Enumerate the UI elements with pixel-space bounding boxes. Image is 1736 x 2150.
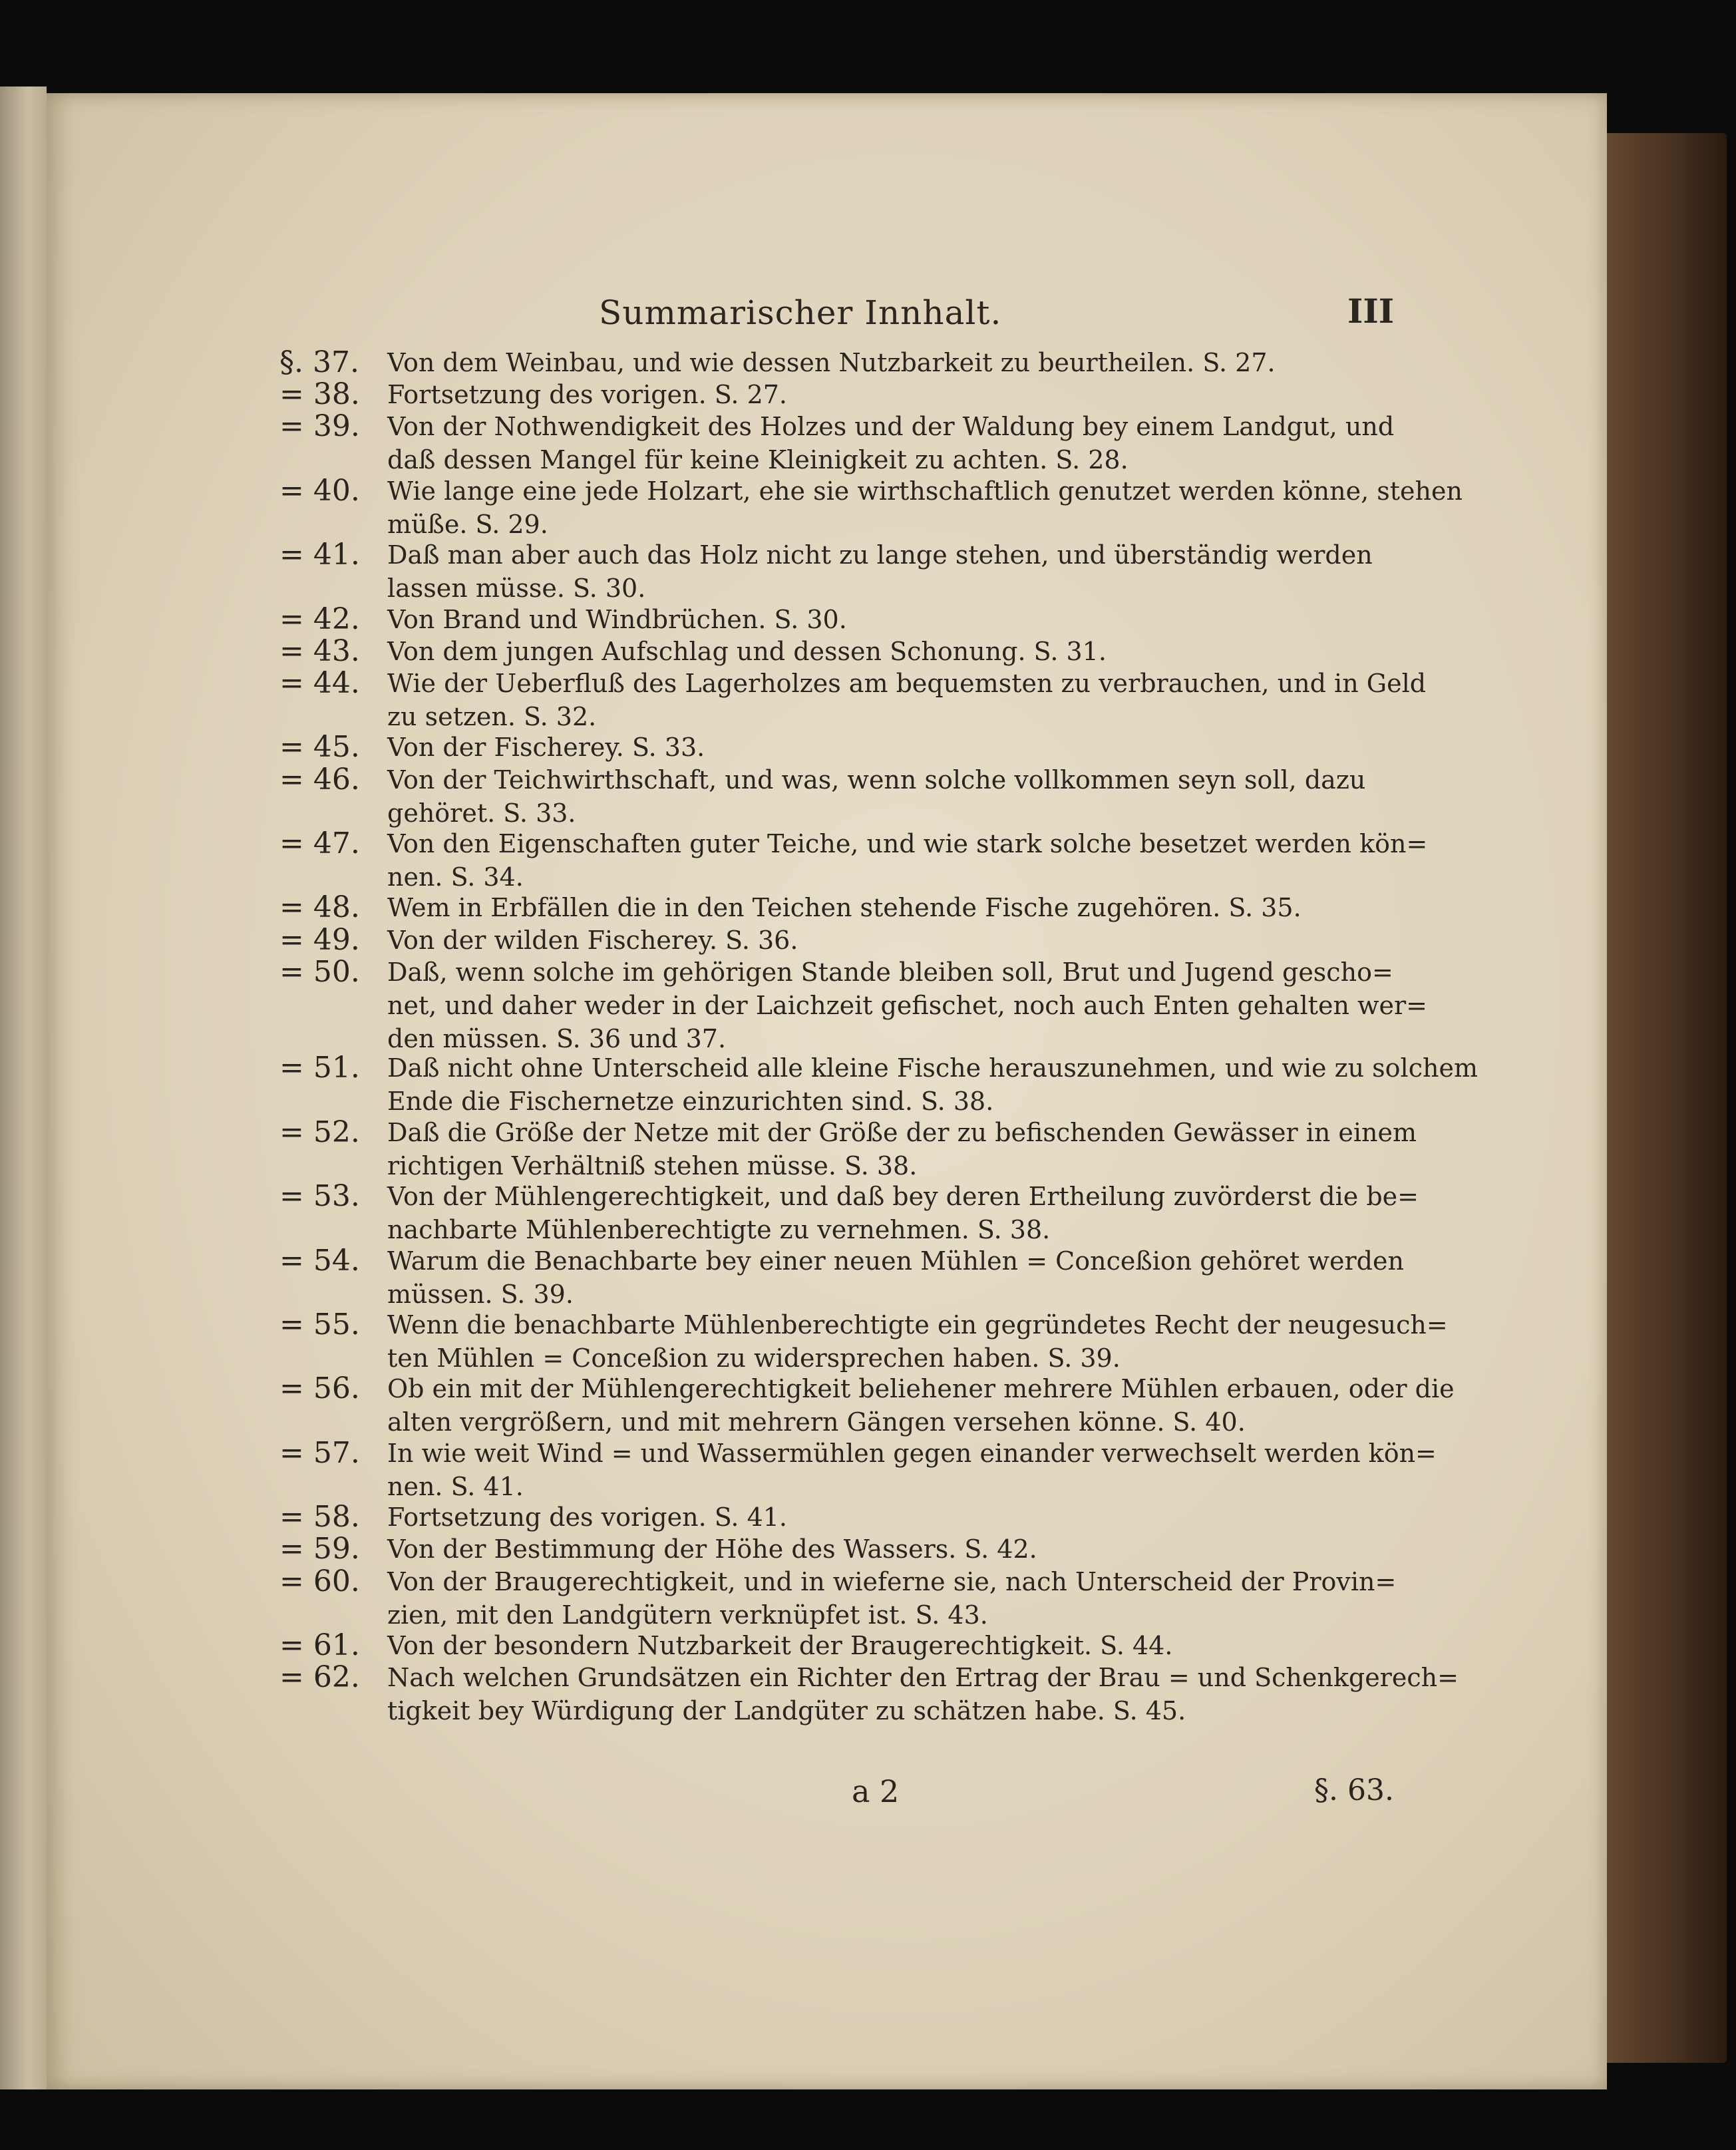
description-line: Wie lange eine jede Holzart, ehe sie wirthschaftlich genutzet werden könne, stehen bbox=[387, 476, 1463, 506]
description-line: lassen müsse. S. 30. bbox=[387, 574, 646, 604]
description-line: Fortsetzung des vorigen. S. 41. bbox=[387, 1503, 788, 1532]
facing-page-edge bbox=[0, 87, 47, 2089]
section-description bbox=[387, 956, 1428, 1055]
description-line: daß dessen Mangel für keine Kleinigkeit zu achten. S. 28. bbox=[387, 445, 1128, 475]
description-line: zu setzen. S. 32. bbox=[387, 702, 597, 731]
section-description bbox=[387, 346, 1392, 379]
section-description bbox=[387, 1437, 1437, 1503]
description-line: Von Brand und Windbrüchen. S. 30. bbox=[387, 604, 847, 634]
book-cover-edge bbox=[1594, 133, 1727, 2063]
description-line: Ob ein mit der Mühlengerechtigkeit beliehener mehrere Mühlen erbauen, oder die bbox=[387, 1374, 1455, 1404]
section-number: = 53. bbox=[279, 1179, 360, 1214]
section-number: = 42. bbox=[279, 602, 360, 636]
description-line: Daß, wenn solche im gehörigen Stande bleiben soll, Brut und Jugend gescho= bbox=[387, 957, 1393, 987]
section-number: = 52. bbox=[279, 1115, 360, 1149]
section-number: = 43. bbox=[279, 633, 360, 668]
description-line: Wie der Ueberfluß des Lagerholzes am bequemsten zu verbrauchen, und in Geld bbox=[387, 669, 1427, 698]
description-line: Daß man aber auch das Holz nicht zu lange stehen, und überständig werden bbox=[387, 540, 1373, 570]
section-description bbox=[387, 1180, 1419, 1246]
description-line: Von dem Weinbau, und wie dessen Nutzbarkeit zu beurtheilen. S. 27. bbox=[387, 348, 1276, 377]
section-number: = 45. bbox=[279, 730, 360, 765]
section-description bbox=[387, 378, 1392, 411]
section-number: = 56. bbox=[279, 1371, 360, 1406]
description-line: Von der Braugerechtigkeit, und in wieferne sie, nach Unterscheid der Provin= bbox=[387, 1566, 1397, 1596]
section-description bbox=[387, 731, 1392, 764]
section-description bbox=[387, 1532, 1392, 1566]
description-line: richtigen Verhältniß stehen müsse. S. 38. bbox=[387, 1151, 918, 1180]
section-number: = 47. bbox=[279, 826, 360, 860]
section-number: = 46. bbox=[279, 762, 360, 797]
description-line: nachbarte Mühlenberechtigte zu vernehmen. S. 38. bbox=[387, 1215, 1051, 1245]
description-line: Von den Eigenschaften guter Teiche, und wie stark solche besetzet werden kön= bbox=[387, 829, 1428, 858]
description-line: Daß nicht ohne Unterscheid alle kleine Fische herauszunehmen, und wie zu solchem bbox=[387, 1053, 1478, 1083]
description-line: müssen. S. 39. bbox=[387, 1279, 574, 1309]
section-description bbox=[387, 635, 1392, 668]
section-number: = 51. bbox=[279, 1051, 360, 1085]
section-number: = 57. bbox=[279, 1435, 360, 1470]
description-line: Wenn die benachbarte Mühlenberechtigte ein gegründetes Recht der neugesuch= bbox=[387, 1310, 1448, 1340]
description-line: In wie weit Wind = und Wassermühlen gegen einander verwechselt werden kön= bbox=[387, 1438, 1437, 1468]
description-line: Wem in Erbfällen die in den Teichen stehende Fische zugehören. S. 35. bbox=[387, 893, 1302, 923]
section-number: = 55. bbox=[279, 1308, 360, 1342]
section-description bbox=[387, 667, 1427, 733]
description-line: Von der Nothwendigkeit des Holzes und der Waldung bey einem Landgut, und bbox=[387, 412, 1395, 442]
description-line: ten Mühlen = Conceßion zu widersprechen haben. S. 39. bbox=[387, 1344, 1121, 1373]
description-line: zien, mit den Landgütern verknüpfet ist. S. 43. bbox=[387, 1600, 988, 1630]
section-description bbox=[387, 891, 1392, 924]
section-description bbox=[387, 1244, 1404, 1311]
section-number: = 60. bbox=[279, 1564, 360, 1598]
section-number: = 62. bbox=[279, 1660, 360, 1695]
section-number: = 40. bbox=[279, 473, 360, 508]
section-number: = 41. bbox=[279, 538, 360, 572]
description-line: alten vergrößern, und mit mehrern Gängen versehen könne. S. 40. bbox=[387, 1407, 1246, 1437]
description-line: Von der Bestimmung der Höhe des Wassers. S. 42. bbox=[387, 1534, 1037, 1564]
section-description bbox=[387, 1501, 1392, 1534]
catchword: §. 63. bbox=[1314, 1773, 1394, 1807]
section-number: = 48. bbox=[279, 890, 360, 925]
section-description bbox=[387, 1308, 1448, 1375]
section-description bbox=[387, 763, 1392, 830]
description-line: tigkeit bey Würdigung der Landgüter zu schätzen habe. S. 45. bbox=[387, 1696, 1186, 1726]
description-line: Fortsetzung des vorigen. S. 27. bbox=[387, 380, 788, 410]
description-line: Ende die Fischernetze einzurichten sind. S. 38. bbox=[387, 1087, 994, 1117]
section-number: = 61. bbox=[279, 1628, 360, 1662]
description-line: Von der besondern Nutzbarkeit der Braugerechtigkeit. S. 44. bbox=[387, 1631, 1173, 1660]
section-description bbox=[387, 538, 1392, 605]
section-number: = 38. bbox=[279, 377, 360, 412]
page-number: III bbox=[1347, 291, 1395, 331]
description-line: Von der Teichwirthschaft, und was, wenn solche vollkommen seyn soll, dazu bbox=[387, 765, 1366, 795]
description-line: müße. S. 29. bbox=[387, 509, 548, 539]
section-number: = 49. bbox=[279, 922, 360, 957]
description-line: gehöret. S. 33. bbox=[387, 798, 576, 828]
section-number: = 59. bbox=[279, 1532, 360, 1566]
section-description bbox=[387, 474, 1463, 541]
section-description bbox=[387, 1051, 1478, 1118]
section-number: = 39. bbox=[279, 409, 360, 444]
section-number: = 44. bbox=[279, 666, 360, 700]
section-description bbox=[387, 1661, 1459, 1727]
description-line: Nach welchen Grundsätzen ein Richter den Ertrag der Brau = und Schenkgerech= bbox=[387, 1663, 1459, 1693]
description-line: Von der Fischerey. S. 33. bbox=[387, 733, 705, 763]
section-description bbox=[387, 1116, 1417, 1182]
section-description bbox=[387, 924, 1392, 957]
section-description bbox=[387, 603, 1392, 636]
section-number: = 50. bbox=[279, 954, 360, 989]
section-description bbox=[387, 410, 1395, 476]
description-line: Von der wilden Fischerey. S. 36. bbox=[387, 925, 798, 955]
section-number: = 54. bbox=[279, 1243, 360, 1278]
description-line: net, und daher weder in der Laichzeit gefischet, noch auch Enten gehalten wer= bbox=[387, 990, 1428, 1020]
section-number: = 58. bbox=[279, 1500, 360, 1534]
description-line: nen. S. 34. bbox=[387, 862, 524, 892]
description-line: Warum die Benachbarte bey einer neuen Mühlen = Conceßion gehöret werden bbox=[387, 1246, 1404, 1276]
section-description bbox=[387, 1372, 1455, 1439]
description-line: den müssen. S. 36 und 37. bbox=[387, 1023, 727, 1053]
description-line: Daß die Größe der Netze mit der Größe der zu befischenden Gewässer in einem bbox=[387, 1117, 1417, 1147]
running-title: Summarischer Innhalt. bbox=[599, 293, 1002, 332]
printer-signature: a 2 bbox=[852, 1773, 900, 1809]
section-description bbox=[387, 827, 1428, 894]
description-line: nen. S. 41. bbox=[387, 1471, 524, 1501]
section-number: §. 37. bbox=[279, 345, 359, 379]
section-description bbox=[387, 1629, 1392, 1662]
description-line: Von der Mühlengerechtigkeit, und daß bey deren Ertheilung zuvörderst die be= bbox=[387, 1182, 1419, 1212]
description-line: Von dem jungen Aufschlag und dessen Schonung. S. 31. bbox=[387, 636, 1107, 666]
section-description bbox=[387, 1565, 1397, 1632]
